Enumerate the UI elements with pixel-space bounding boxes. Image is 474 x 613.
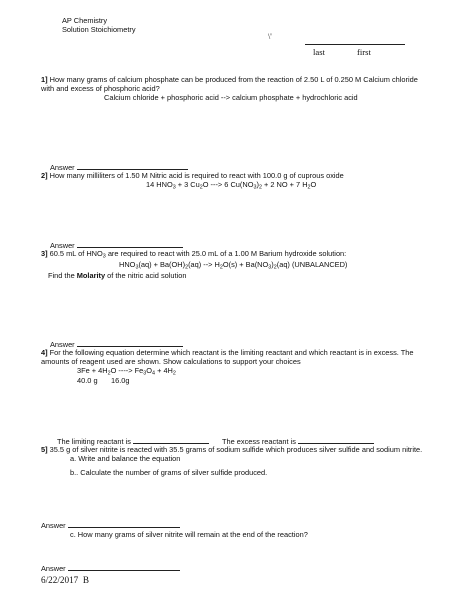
q5-part-c: c. How many grams of silver nitrite will remain at the end of the reaction? [70, 530, 308, 539]
q2-text: 2] How many milliliters of 1.50 M Nitric acid is required to react with 100.0 g of cuprous oxide [41, 171, 344, 180]
stray-mark: \' [268, 32, 272, 41]
name-first-label: first [357, 47, 371, 57]
q4-equation: $3Fe + 4H_2O$ ----> $Fe_3O_4 + 4H_2$ [77, 366, 176, 377]
q5-part-b: b.. Calculate the number of grams of silver sulfide produced. [70, 468, 268, 477]
q3-answer-blank[interactable] [77, 339, 183, 347]
q5-answer-c: Answer [41, 563, 180, 573]
q4-number: 4] [41, 348, 48, 357]
q1-answer: Answer [50, 162, 188, 172]
q2-answer-blank[interactable] [77, 240, 183, 248]
q5-part-a: a. Write and balance the equation [70, 454, 181, 463]
q5-text: 5] 35.5 g of silver nitrite is reacted with 35.5 grams of sodium sulfide which produces silver sulfide and sodium nitrite. [41, 445, 423, 454]
q1-text-line2: with and excess of phosphoric acid? [41, 84, 160, 93]
q4-excess-blank[interactable] [298, 436, 374, 444]
q4-text-line1: 4] For the following equation determine which reactant is the limiting reactant and which reactant is in excess. The [41, 348, 414, 357]
q1-answer-blank[interactable] [77, 162, 188, 170]
q4-limiting-blank[interactable] [133, 436, 209, 444]
q5-number: 5] [41, 445, 48, 454]
footer-version: B [82, 575, 89, 585]
name-line [305, 44, 405, 45]
q3-equation: $HNO_3(aq) + Ba(OH)_2(aq)$ --> $H_2O(s) + Ba(NO_3)_2(aq)$ (UNBALANCED) [119, 260, 348, 271]
footer-date: 6/22/2017 [41, 575, 79, 585]
q2-answer: Answer [50, 240, 183, 250]
footer-date-version [41, 575, 89, 587]
q5-answer-b-blank[interactable] [68, 520, 180, 528]
q5-answer-b: Answer [41, 520, 180, 530]
q4-amount-fe: 40.0 g [77, 376, 98, 385]
q4-amount-h2o: 16.0g [111, 376, 130, 385]
q4-excess: The excess reactant is [222, 436, 374, 446]
q3-find-molarity: Find the Molarity of the nitric acid solution [48, 271, 187, 280]
q3-answer: Answer [50, 339, 183, 349]
q4-text-line2: amounts of reagent used are shown. Show calculations to support your choices [41, 357, 301, 366]
q5-answer-c-blank[interactable] [68, 563, 180, 571]
worksheet-subtitle: Solution Stoichiometry [62, 25, 136, 34]
q1-equation: Calcium chloride + phosphoric acid --> calcium phosphate + hydrochloric acid [104, 93, 358, 102]
q1-text-line1: 1] How many grams of calcium phosphate can be produced from the reaction of 2.50 L of 0.250 M Calcium chloride [41, 75, 418, 84]
q2-number: 2] [41, 171, 48, 180]
q2-equation: 14 $HNO_3 + 3$ $Cu_2O$ ---> 6 $Cu(NO_3)_2 + 2$ NO + 7 $H_2O$ [146, 180, 317, 191]
q1-number: 1] [41, 75, 48, 84]
name-last-label: last [313, 47, 325, 57]
q4-limiting: The limiting reactant is [57, 436, 209, 446]
q3-number: 3] [41, 249, 48, 258]
q3-text: 3] 60.5 mL of $HNO_3$ are required to react with 25.0 mL of a 1.00 M Barium hydroxide solution: [41, 249, 347, 260]
course-title: AP Chemistry [62, 16, 108, 25]
